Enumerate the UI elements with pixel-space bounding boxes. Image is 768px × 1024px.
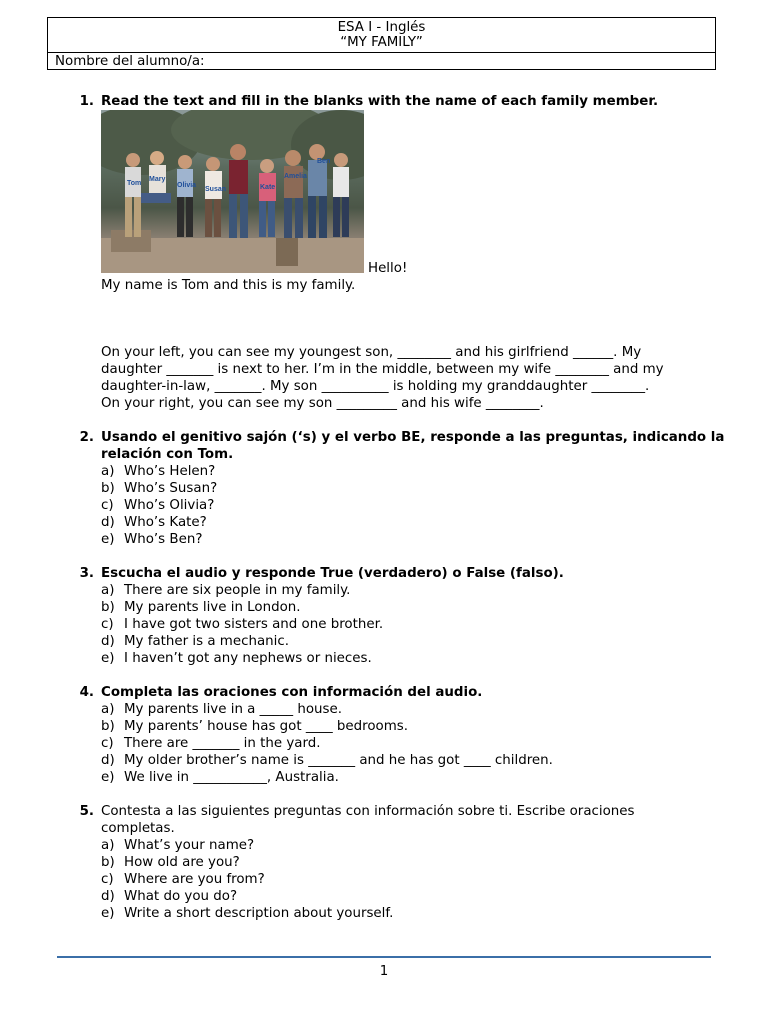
footer-rule xyxy=(57,956,711,958)
item-letter: d) xyxy=(101,634,115,649)
question-number: 2. xyxy=(79,430,94,445)
question-title-continued: completas. xyxy=(101,821,175,836)
item-text: How old are you? xyxy=(124,855,240,870)
family-photo-illustration xyxy=(101,110,364,273)
item-letter: e) xyxy=(101,532,115,547)
item-letter: c) xyxy=(101,872,114,887)
paragraph-line: daughter _______ is next to her. I’m in the middle, between my wife ________ and my xyxy=(101,362,664,377)
question-title: Read the text and fill in the blanks with the name of each family member. xyxy=(101,94,659,109)
photo-label: Olivia xyxy=(177,182,197,189)
question-title: Contesta a las siguientes preguntas con información sobre ti. Escribe oraciones xyxy=(101,804,635,819)
item-letter: b) xyxy=(101,481,115,496)
student-name-label: Nombre del alumno/a: xyxy=(55,54,205,69)
page-number: 1 xyxy=(379,964,389,979)
header-box xyxy=(47,17,716,70)
item-text: What’s your name? xyxy=(124,838,255,853)
item-text: I have got two sisters and one brother. xyxy=(124,617,384,632)
item-letter: c) xyxy=(101,498,114,513)
question-title: Usando el genitivo sajón (‘s) y el verbo BE, responde a las preguntas, indicando la xyxy=(101,430,725,445)
item-text: I haven’t got any nephews or nieces. xyxy=(124,651,372,666)
item-letter: d) xyxy=(101,515,115,530)
item-text: There are _______ in the yard. xyxy=(124,736,321,751)
item-text: There are six people in my family. xyxy=(124,583,351,598)
item-text: Who’s Helen? xyxy=(124,464,216,479)
item-letter: b) xyxy=(101,600,115,615)
photo-label: Tom xyxy=(127,180,142,187)
header-divider xyxy=(48,52,715,53)
item-letter: d) xyxy=(101,889,115,904)
item-letter: c) xyxy=(101,736,114,751)
item-letter: a) xyxy=(101,702,115,717)
item-text: Where are you from? xyxy=(124,872,265,887)
question-number: 3. xyxy=(79,566,94,581)
item-text: My parents’ house has got ____ bedrooms. xyxy=(124,719,409,734)
course-title: ESA I - Inglés xyxy=(337,20,426,35)
question-title: Escucha el audio y responde True (verdadero) o False (falso). xyxy=(101,566,564,581)
item-letter: d) xyxy=(101,753,115,768)
item-text: My father is a mechanic. xyxy=(124,634,289,649)
photo-label: Susan xyxy=(205,186,227,193)
item-text: Who’s Olivia? xyxy=(124,498,215,513)
photo-label: Kate xyxy=(260,184,276,191)
paragraph-line: On your right, you can see my son _________ and his wife ________. xyxy=(101,396,544,411)
item-text: We live in ___________, Australia. xyxy=(124,770,339,785)
item-text: My parents live in London. xyxy=(124,600,301,615)
question-title: Completa las oraciones con información del audio. xyxy=(101,685,483,700)
item-letter: a) xyxy=(101,583,115,598)
question-number: 5. xyxy=(79,804,94,819)
photo-caption-hello: Hello! xyxy=(368,261,408,276)
item-letter: e) xyxy=(101,906,115,921)
intro-sentence: My name is Tom and this is my family. xyxy=(101,278,356,293)
photo-label: Amelia xyxy=(284,173,307,180)
item-text: Write a short description about yourself. xyxy=(124,906,394,921)
item-text: My older brother’s name is _______ and he has got ____ children. xyxy=(124,753,553,768)
item-text: Who’s Ben? xyxy=(124,532,203,547)
worksheet-title: “MY FAMILY” xyxy=(340,35,423,50)
question-title-continued: relación con Tom. xyxy=(101,447,234,462)
photo-label: Ben xyxy=(317,158,331,165)
question-number: 1. xyxy=(79,94,94,109)
item-text: Who’s Susan? xyxy=(124,481,218,496)
question-number: 4. xyxy=(79,685,94,700)
photo-label: Mary xyxy=(149,176,166,183)
item-letter: e) xyxy=(101,770,115,785)
paragraph-line: On your left, you can see my youngest son, ________ and his girlfriend ______. My xyxy=(101,345,642,360)
item-text: Who’s Kate? xyxy=(124,515,207,530)
item-letter: c) xyxy=(101,617,114,632)
paragraph-line: daughter-in-law, _______. My son __________ is holding my granddaughter ________. xyxy=(101,379,650,394)
item-letter: e) xyxy=(101,651,115,666)
item-text: What do you do? xyxy=(124,889,238,904)
item-letter: b) xyxy=(101,719,115,734)
family-photo xyxy=(101,110,364,273)
item-letter: a) xyxy=(101,838,115,853)
item-text: My parents live in a _____ house. xyxy=(124,702,343,717)
item-letter: b) xyxy=(101,855,115,870)
item-letter: a) xyxy=(101,464,115,479)
